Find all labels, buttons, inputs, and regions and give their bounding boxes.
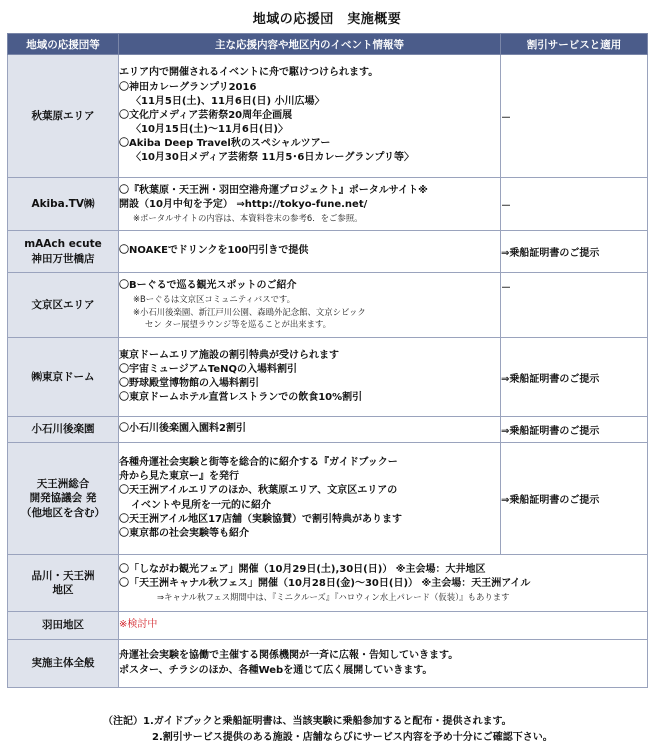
group-name: 小石川後楽園 [8,417,119,443]
service-text: ⇒乗船証明書のご提示 [501,248,600,259]
table-row [8,338,648,417]
table-row [8,612,648,640]
note-line: 2.割引サービス提供のある施設・店舗ならびにサービス内容を予め十分にご確認下さい。 [152,731,553,743]
content-line: 〇小石川後楽園入園料2割引 [119,423,246,435]
content-line: 開設（10月中旬を予定） ⇒http://tokyo-fune.net/ [119,198,368,210]
service-cell [501,55,648,178]
overview-table [7,33,648,688]
table-row [8,640,648,688]
footer-notes [103,714,553,745]
content-line: 〇野球殿堂博物館の入場料割引 [119,378,259,389]
status-note: ※検討中 [119,619,158,631]
table-row [8,443,648,555]
footnote-line: ※Bーぐるは文京区コミュニティバスです。 [133,294,296,305]
service-text: ⇒乗船証明書のご提示 [501,426,600,437]
content-line: 〇「天王洲キャナル秋フェス」開催（10月28日(金)～30日(日)） ※主会場：天王洲アイル [119,577,531,589]
content-line: 〇宇宙ミュージアムTeNQの入場料割引 [119,363,298,375]
page-title: 地域の応援団 実施概要 [252,12,402,27]
group-name-line: （他地区を含む） [21,506,105,519]
content-line: 東京ドームエリア施設の割引特典が受けられます [119,349,339,361]
content-line: 〈11月5日(土)、11月6日(日) 小川広場〉 [131,95,325,107]
service-cell [501,178,648,231]
service-cell [501,231,648,273]
content-line: 〇天王洲アイル地区17店舗（実験協賛）で割引特典があります [119,513,403,525]
content-line: 〇「しながわ観光フェア」開催（10月29日(土),30日(日)） ※主会場：大井地区 [119,563,486,575]
footnote-line: ※ポータルサイトの内容は、本資料巻末の参考6．をご参照。 [133,212,363,223]
group-name: 文京区エリア [8,273,119,338]
group-name: ㈱東京ドーム [8,338,119,417]
content-line: 〇『秋葉原・天王洲・羽田空港舟運プロジェクト』ポータルサイト※ [119,184,428,196]
content-cell [119,612,648,640]
group-name [8,555,119,612]
group-name-line: 神田万世橋店 [31,252,95,265]
group-name-line: 地区 [52,584,74,596]
group-name: 羽田地区 [8,612,119,640]
content-line: ポスター、チラシのほか、各種Webを通じて広く展開していきます。 [119,664,433,676]
table-row [8,555,648,612]
group-name-line: 品川・天王洲 [31,569,95,582]
group-name-line: 開発協議会 発 [29,492,97,505]
group-name-line: 天王洲総合 [36,478,90,491]
service-cell [501,443,648,555]
content-line: 〇東京ドームホテル直営レストランでの飲食10%割引 [119,392,363,404]
content-line: 〇Akiba Deep Travel秋のスペシャルツアー [119,138,331,150]
content-cell [119,417,501,443]
content-cell [119,443,501,555]
footnote-line: セン ター展望ラウンジ等を巡ることが出来ます。 [145,319,332,330]
service-cell [501,338,648,417]
service-text: ⇒乗船証明書のご提示 [501,373,600,385]
service-text: － [501,200,511,212]
content-cell [119,273,501,338]
group-name: Akiba.TV㈱ [8,178,119,231]
table-row [8,417,648,443]
content-line: 〇文化庁メディア芸術祭20周年企画展 [119,109,293,121]
group-name-line: mAAch ecute [24,238,102,251]
content-line: 〈10月15日(土)～11月6日(日)〉 [131,124,288,136]
header-content: 主な応援内容や地区内のイベント情報等 [119,34,501,55]
content-cell [119,231,501,273]
service-cell [501,273,648,338]
content-line: 〇神田カレーグランプリ2016 [119,81,257,93]
group-name [8,443,119,555]
group-name: 実施主体全般 [8,640,119,688]
footnote-line: ⇒キャナル秋フェス期間中は、『ミニクルーズ』『ハロウィン水上パレード（仮装）』もあります [157,591,510,602]
content-cell [119,55,501,178]
content-line: 〇Bーぐるで巡る観光スポットのご紹介 [119,279,297,291]
content-line: 舟から見た東京ー』を発行 [119,471,239,483]
header-service: 割引サービスと適用 [501,34,648,55]
content-line: 〈10月30日メディア芸術祭 11月5･6日カレーグランプリ等〉 [131,152,414,164]
note-line: （注記）1.ガイドブックと乗船証明書は、当該実験に乗船参加すると配布・提供されます。 [103,716,512,727]
service-text: － [501,112,511,124]
table-header-row [8,34,648,55]
table-row [8,55,648,178]
content-cell [119,640,648,688]
content-line: 各種舟運社会実験と街等を総合的に紹介する『ガイドブックー [119,456,398,468]
service-text: ⇒乗船証明書のご提示 [501,495,600,506]
service-cell [501,417,648,443]
content-cell [119,178,501,231]
content-line: 〇東京都の社会実験等も紹介 [119,527,249,539]
service-text: － [501,283,511,294]
group-name: 秋葉原エリア [8,55,119,178]
header-group: 地域の応援団等 [8,34,119,55]
content-line: エリア内で開催されるイベントに舟で駆けつけられます。 [119,67,379,79]
content-cell [119,555,648,612]
table-row [8,231,648,273]
content-line: 〇天王洲アイルエリアのほか、秋葉原エリア、文京区エリアの [119,485,398,497]
table-row [8,273,648,338]
content-line: イベントや見所を一元的に紹介 [131,499,271,511]
table-row [8,178,648,231]
content-line: 舟運社会実験を協働で主催する関係機関が一斉に広報・告知していきます。 [119,650,459,662]
content-line: 〇NOAKEでドリンクを100円引きで提供 [119,245,309,257]
group-name [8,231,119,273]
content-cell [119,338,501,417]
footnote-line: ※小石川後楽園、新江戸川公園、森鴎外記念館、文京シビック [133,306,366,317]
